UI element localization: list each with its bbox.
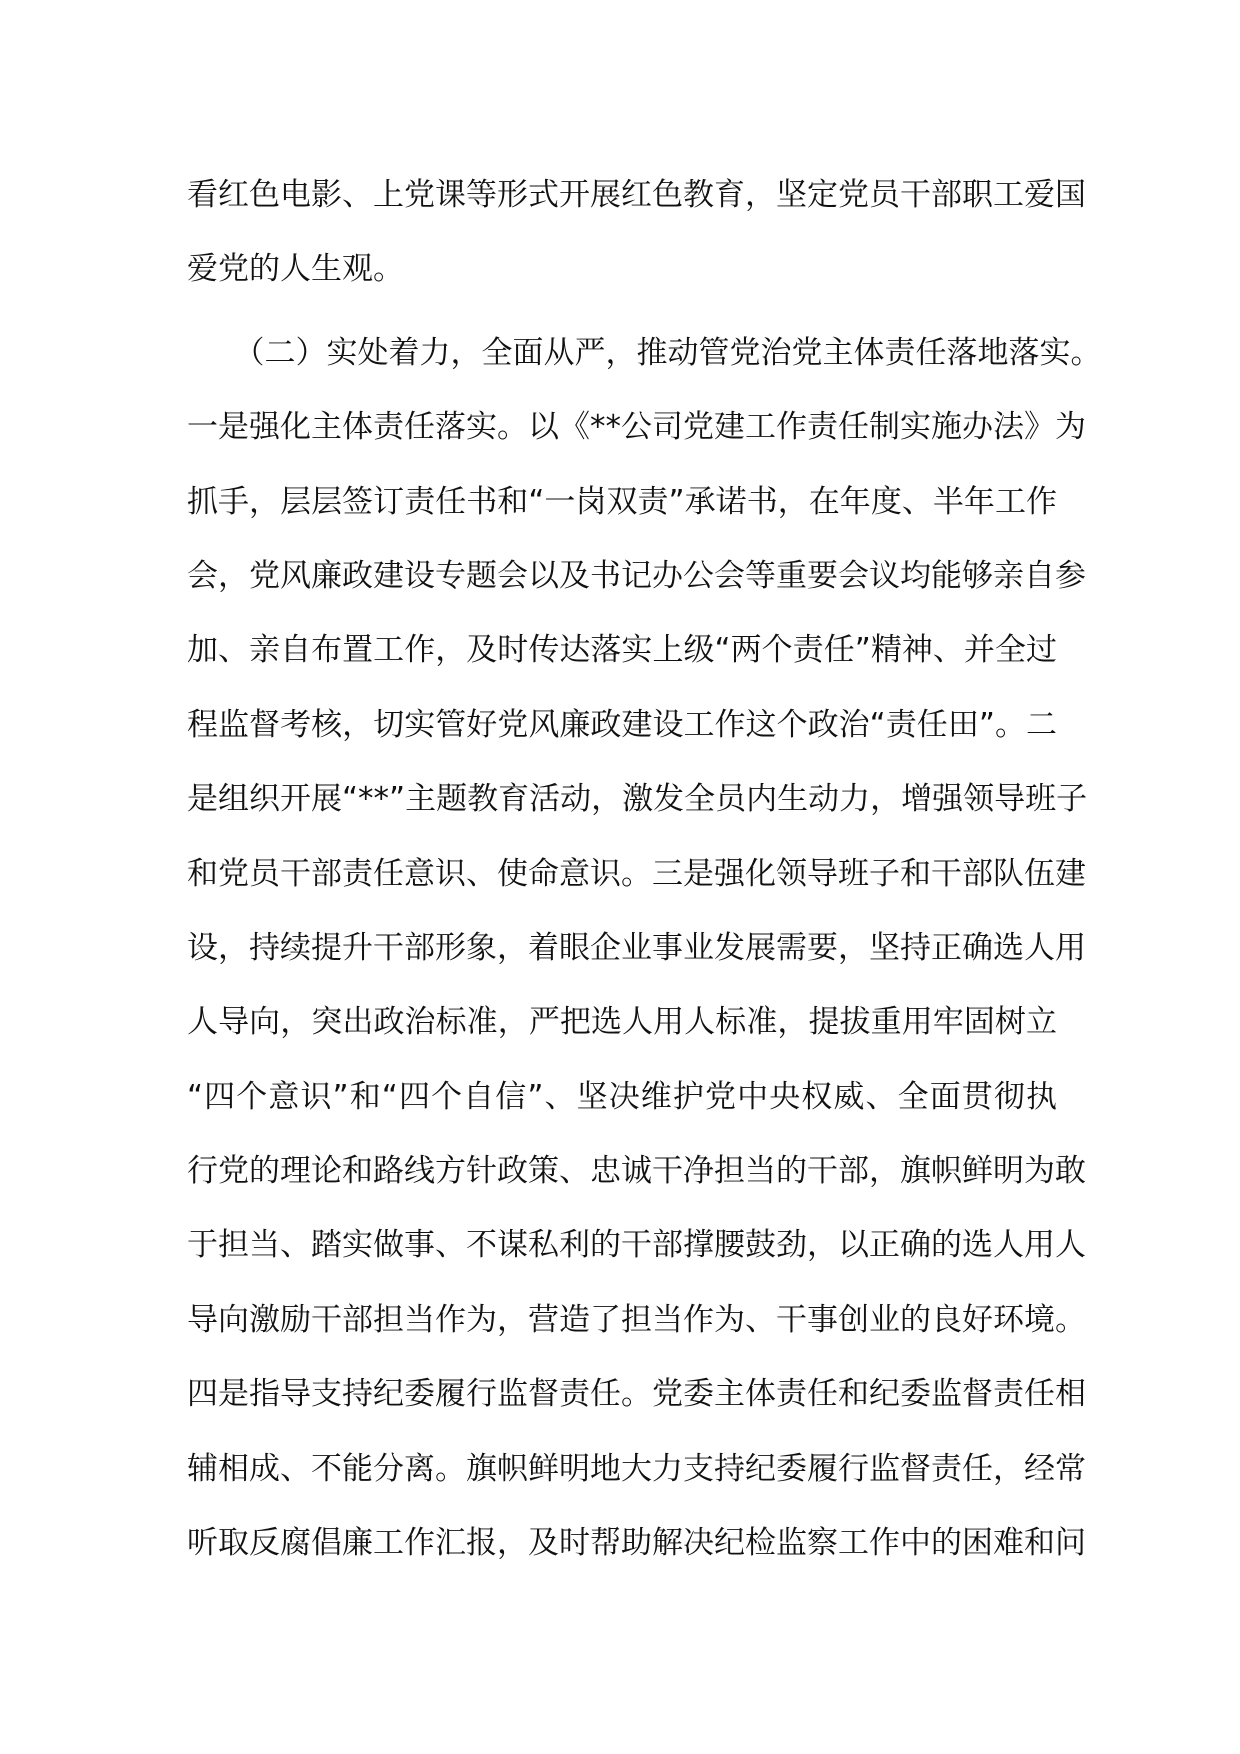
body-text (187, 158, 1102, 1580)
paragraph (187, 158, 1086, 307)
text-line: 一是强化主体责任落实。以《**公司党建工作责任制实施办法》为 (187, 409, 1086, 446)
text-line: 和党员干部责任意识、使命意识。三是强化领导班子和干部队伍建 (187, 855, 1086, 892)
paragraph-gap (187, 307, 1057, 316)
text-line: 导向激励干部担当作为，营造了担当作为、干事创业的良好环境。 (187, 1301, 1086, 1338)
text-line: 人导向，突出政治标准，严把选人用人标准，提拔重用牢固树立 (187, 1004, 1057, 1041)
text-line: “四个意识”和“四个自信”、坚决维护党中央权威、全面贯彻执 (187, 1078, 1057, 1115)
text-line: 会，党风廉政建设专题会以及书记办公会等重要会议均能够亲自参 (187, 557, 1086, 594)
text-line: （二）实处着力，全面从严，推动管党治党主体责任落地落实。 (187, 334, 1102, 371)
paragraph (187, 316, 1102, 1581)
text-line: 爱党的人生观。 (187, 251, 404, 288)
text-line: 辅相成、不能分离。旗帜鲜明地大力支持纪委履行监督责任，经常 (187, 1450, 1086, 1487)
text-line: 四是指导支持纪委履行监督责任。党委主体责任和纪委监督责任相 (187, 1376, 1086, 1413)
text-line: 程监督考核，切实管好党风廉政建设工作这个政治“责任田”。二 (187, 706, 1057, 743)
text-line: 是组织开展“**”主题教育活动，激发全员内生动力，增强领导班子 (187, 781, 1088, 818)
text-line: 加、亲自布置工作，及时传达落实上级“两个责任”精神、并全过 (187, 632, 1057, 669)
text-line: 设，持续提升干部形象，着眼企业事业发展需要，坚持正确选人用 (187, 929, 1086, 966)
text-line: 于担当、踏实做事、不谋私利的干部撑腰鼓劲，以正确的选人用人 (187, 1227, 1086, 1264)
text-line: 抓手，层层签订责任书和“一岗双责”承诺书，在年度、半年工作 (187, 483, 1057, 520)
text-line: 看红色电影、上党课等形式开展红色教育，坚定党员干部职工爱国 (187, 177, 1086, 213)
text-line: 行党的理论和路线方针政策、忠诚干净担当的干部，旗帜鲜明为敢 (187, 1153, 1086, 1190)
text-line: 听取反腐倡廉工作汇报，及时帮助解决纪检监察工作中的困难和问 (187, 1525, 1086, 1562)
